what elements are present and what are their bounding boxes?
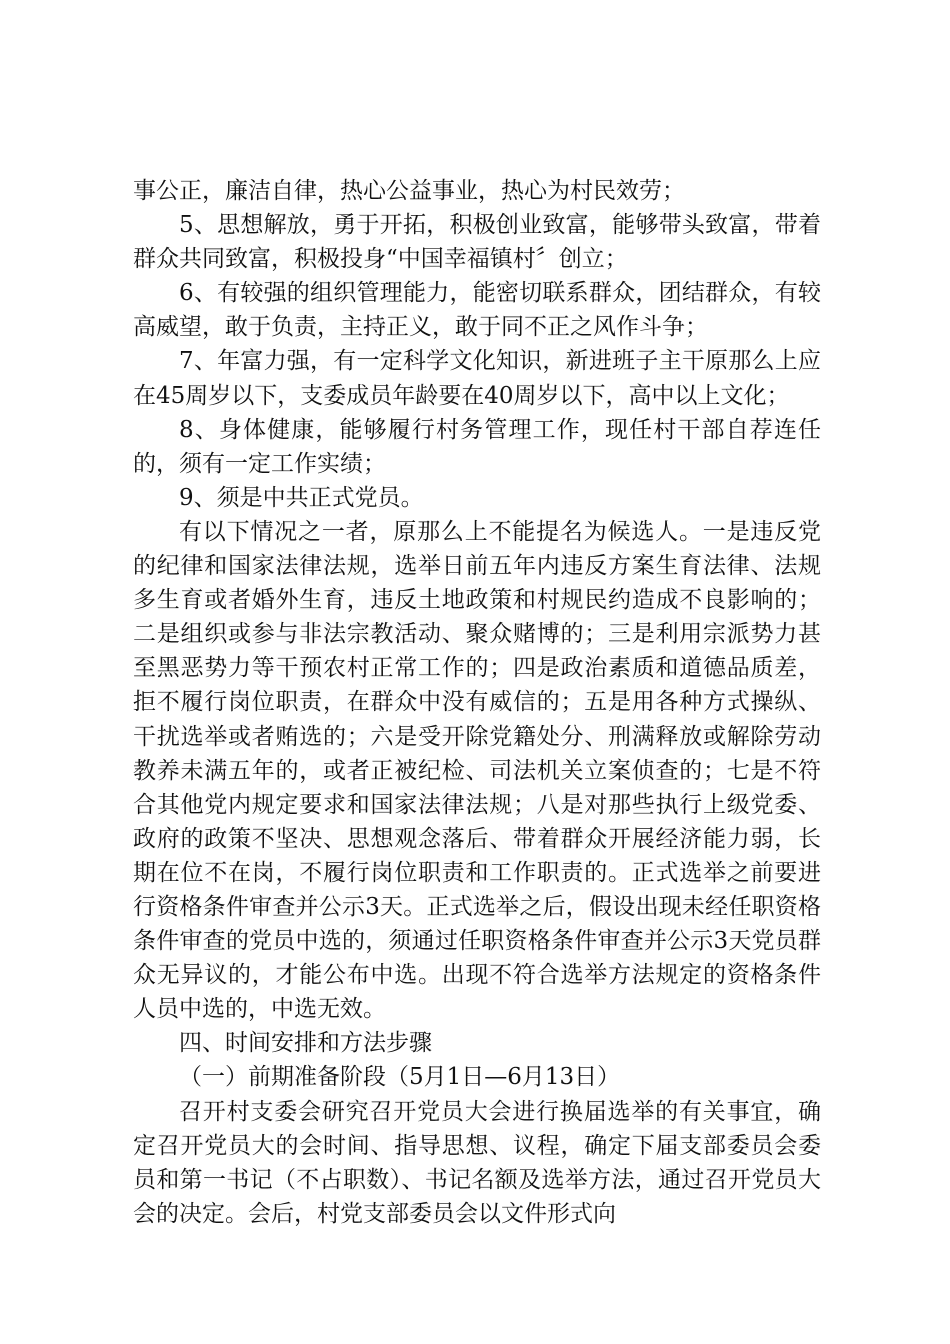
subsection-heading-preparation: （一）前期准备阶段（5月1日—6月13日） [179,1064,621,1091]
paragraph-disqualifications: 有以下情况之一者，原那么上不能提名为候选人。一是违反党的纪律和国家法律法规，选举日前五年内违反方案生育法律、法规多生育或者婚外生育，违反土地政策和村规民约造成不良影响的；二是组织或参与非法宗教活动、聚众赌博的；三是利用宗派势力甚至黑恶势力等干预农村正常工作的；四是政治素质和道德品质差，拒不履行岗位职责，在群众中没有威信的；五是用各种方式操纵、干扰选举或者贿选的；六是受开除党籍处分、刑满释放或解除劳动教养未满五年的，或者正被纪检、司法机关立案侦查的；七是不符合其他党内规定要求和国家法律法规；八是对那些执行上级党委、政府的政策不坚决、思想观念落后、带着群众开展经济能力弱，长期在位不在岗，不履行岗位职责和工作职责的。正式选举之前要进行资格条件审查并公示3天。正式选举之后，假设出现未经任职资格条件审查的党员中选的，须通过任职资格条件审查并公示3天党员群众无异议的，才能公布中选。出现不符合选举方法规定的资格条件人员中选的，中选无效。 [133,518,821,1023]
document-body [133,174,821,1231]
paragraph-item-9: 9、须是中共正式党员。 [179,484,424,511]
paragraph-item-7: 7、年富力强，有一定科学文化知识，新进班子主干原那么上应在45周岁以下，支委成员年龄要在40周岁以下，高中以上文化； [133,348,821,409]
paragraph-preparation: 召开村支委会研究召开党员大会进行换届选举的有关事宜，确定召开党员大的会时间、指导思想、议程，确定下届支部委员会委员和第一书记（不占职数）、书记名额及选举方法，通过召开党员大会的决定。会后，村党支部委员会以文件形式向 [133,1098,821,1227]
paragraph-item-8: 8、身体健康，能够履行村务管理工作，现任村干部自荐连任的，须有一定工作实绩； [133,416,821,477]
section-heading-schedule: 四、时间安排和方法步骤 [179,1030,432,1057]
paragraph-continuation: 事公正，廉洁自律，热心公益事业，热心为村民效劳； [133,178,685,204]
paragraph-item-6: 6、有较强的组织管理能力，能密切联系群众，团结群众，有较高威望，敢于负责，主持正义，敢于同不正之风作斗争； [133,280,821,341]
paragraph-item-5: 5、思想解放，勇于开拓，积极创业致富，能够带头致富，带着群众共同致富，积极投身“中国幸福镇村〞创立； [133,212,821,273]
